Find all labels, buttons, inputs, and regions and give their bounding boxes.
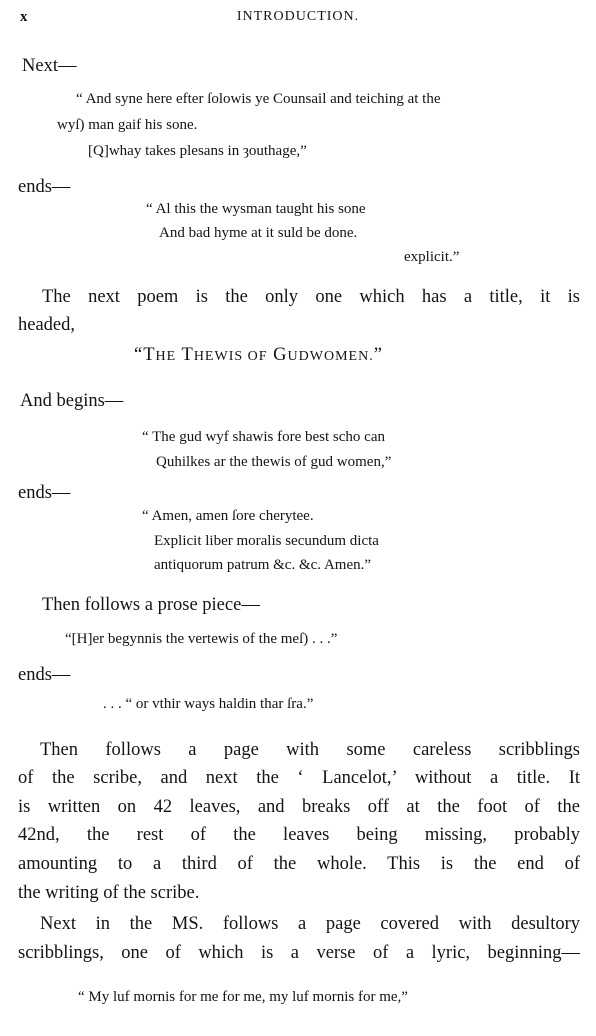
quote-5-line-1: “[H]er begynnis the vertewis of the meſ) . . .” — [65, 631, 338, 647]
paragraph-1-line-1: The next poem is the only one which has a title, it is — [42, 287, 580, 307]
paragraph-2-line-1: Then follows a page with some careless scribblings — [40, 740, 580, 760]
poem-title — [134, 346, 383, 365]
paragraph-2-line-4: 42nd, the rest of the leaves being missing, probably — [18, 825, 580, 845]
quote-1-line-1: “ And syne here efter ſolowis ye Counsail and teiching at the — [76, 91, 441, 107]
quote-4-line-1: “ Amen, amen ſore cherytee. — [142, 508, 314, 524]
quote-2-line-1: “ Al this the wysman taught his sone — [146, 201, 366, 217]
quote-7-line-1: “ My luf mornis for me for me, my luf mornis for me,” — [78, 989, 408, 1005]
quote-3-line-2: Quhilkes ar the thewis of gud women,” — [156, 454, 392, 470]
paragraph-1-line-2: headed, — [18, 315, 76, 335]
quote-2-line-3: explicit.” — [404, 249, 460, 265]
ends-label-3: ends— — [18, 665, 71, 685]
title-T1: T — [143, 345, 156, 365]
quote-6-line-1: . . . “ or vthir ways haldin thar ſra.” — [103, 696, 314, 712]
ends-label-1: ends— — [18, 177, 71, 197]
running-title: INTRODUCTION. — [236, 9, 360, 24]
prose-intro: Then follows a prose piece— — [42, 595, 260, 615]
title-open-quote: “ — [134, 345, 144, 365]
paragraph-3-line-1: Next in the MS. follows a page covered with desultory — [40, 914, 580, 934]
paragraph-2-line-3: is written on 42 leaves, and breaks off at the foot of the — [18, 797, 580, 817]
paragraph-2-line-6: the writing of the scribe. — [18, 883, 200, 903]
quote-2-line-2: And bad hyme at it suld be done. — [159, 225, 358, 241]
next-label: Next— — [22, 56, 77, 76]
quote-4-line-2: Explicit liber moralis secundum dicta — [154, 533, 379, 549]
quote-1-line-3: [Q]whay takes plesans in ȝouthage,” — [88, 143, 307, 159]
title-udwomen: UDWOMEN. — [287, 349, 374, 364]
paragraph-2-line-2: of the scribe, and next the ‘ Lancelot,’ without a title. It — [18, 768, 580, 788]
title-hewis-of: HEWIS OF — [193, 349, 268, 364]
paragraph-2-line-5: amounting to a third of the whole. This is the end of — [18, 854, 580, 874]
page-number: x — [20, 9, 28, 25]
quote-1-line-2: wyſ) man gaif his sone. — [57, 117, 198, 133]
title-he: HE — [155, 349, 177, 364]
and-begins-label: And begins— — [20, 391, 124, 411]
quote-4-line-3: antiquorum patrum &c. &c. Amen.” — [154, 557, 372, 573]
title-close-quote: ” — [373, 345, 383, 365]
quote-3-line-1: “ The gud wyf shawis fore best scho can — [142, 429, 385, 445]
ends-label-2: ends— — [18, 483, 71, 503]
title-G: G — [273, 345, 288, 365]
title-T2: T — [181, 345, 194, 365]
paragraph-3-line-2: scribblings, one of which is a verse of a lyric, beginning— — [18, 943, 580, 963]
